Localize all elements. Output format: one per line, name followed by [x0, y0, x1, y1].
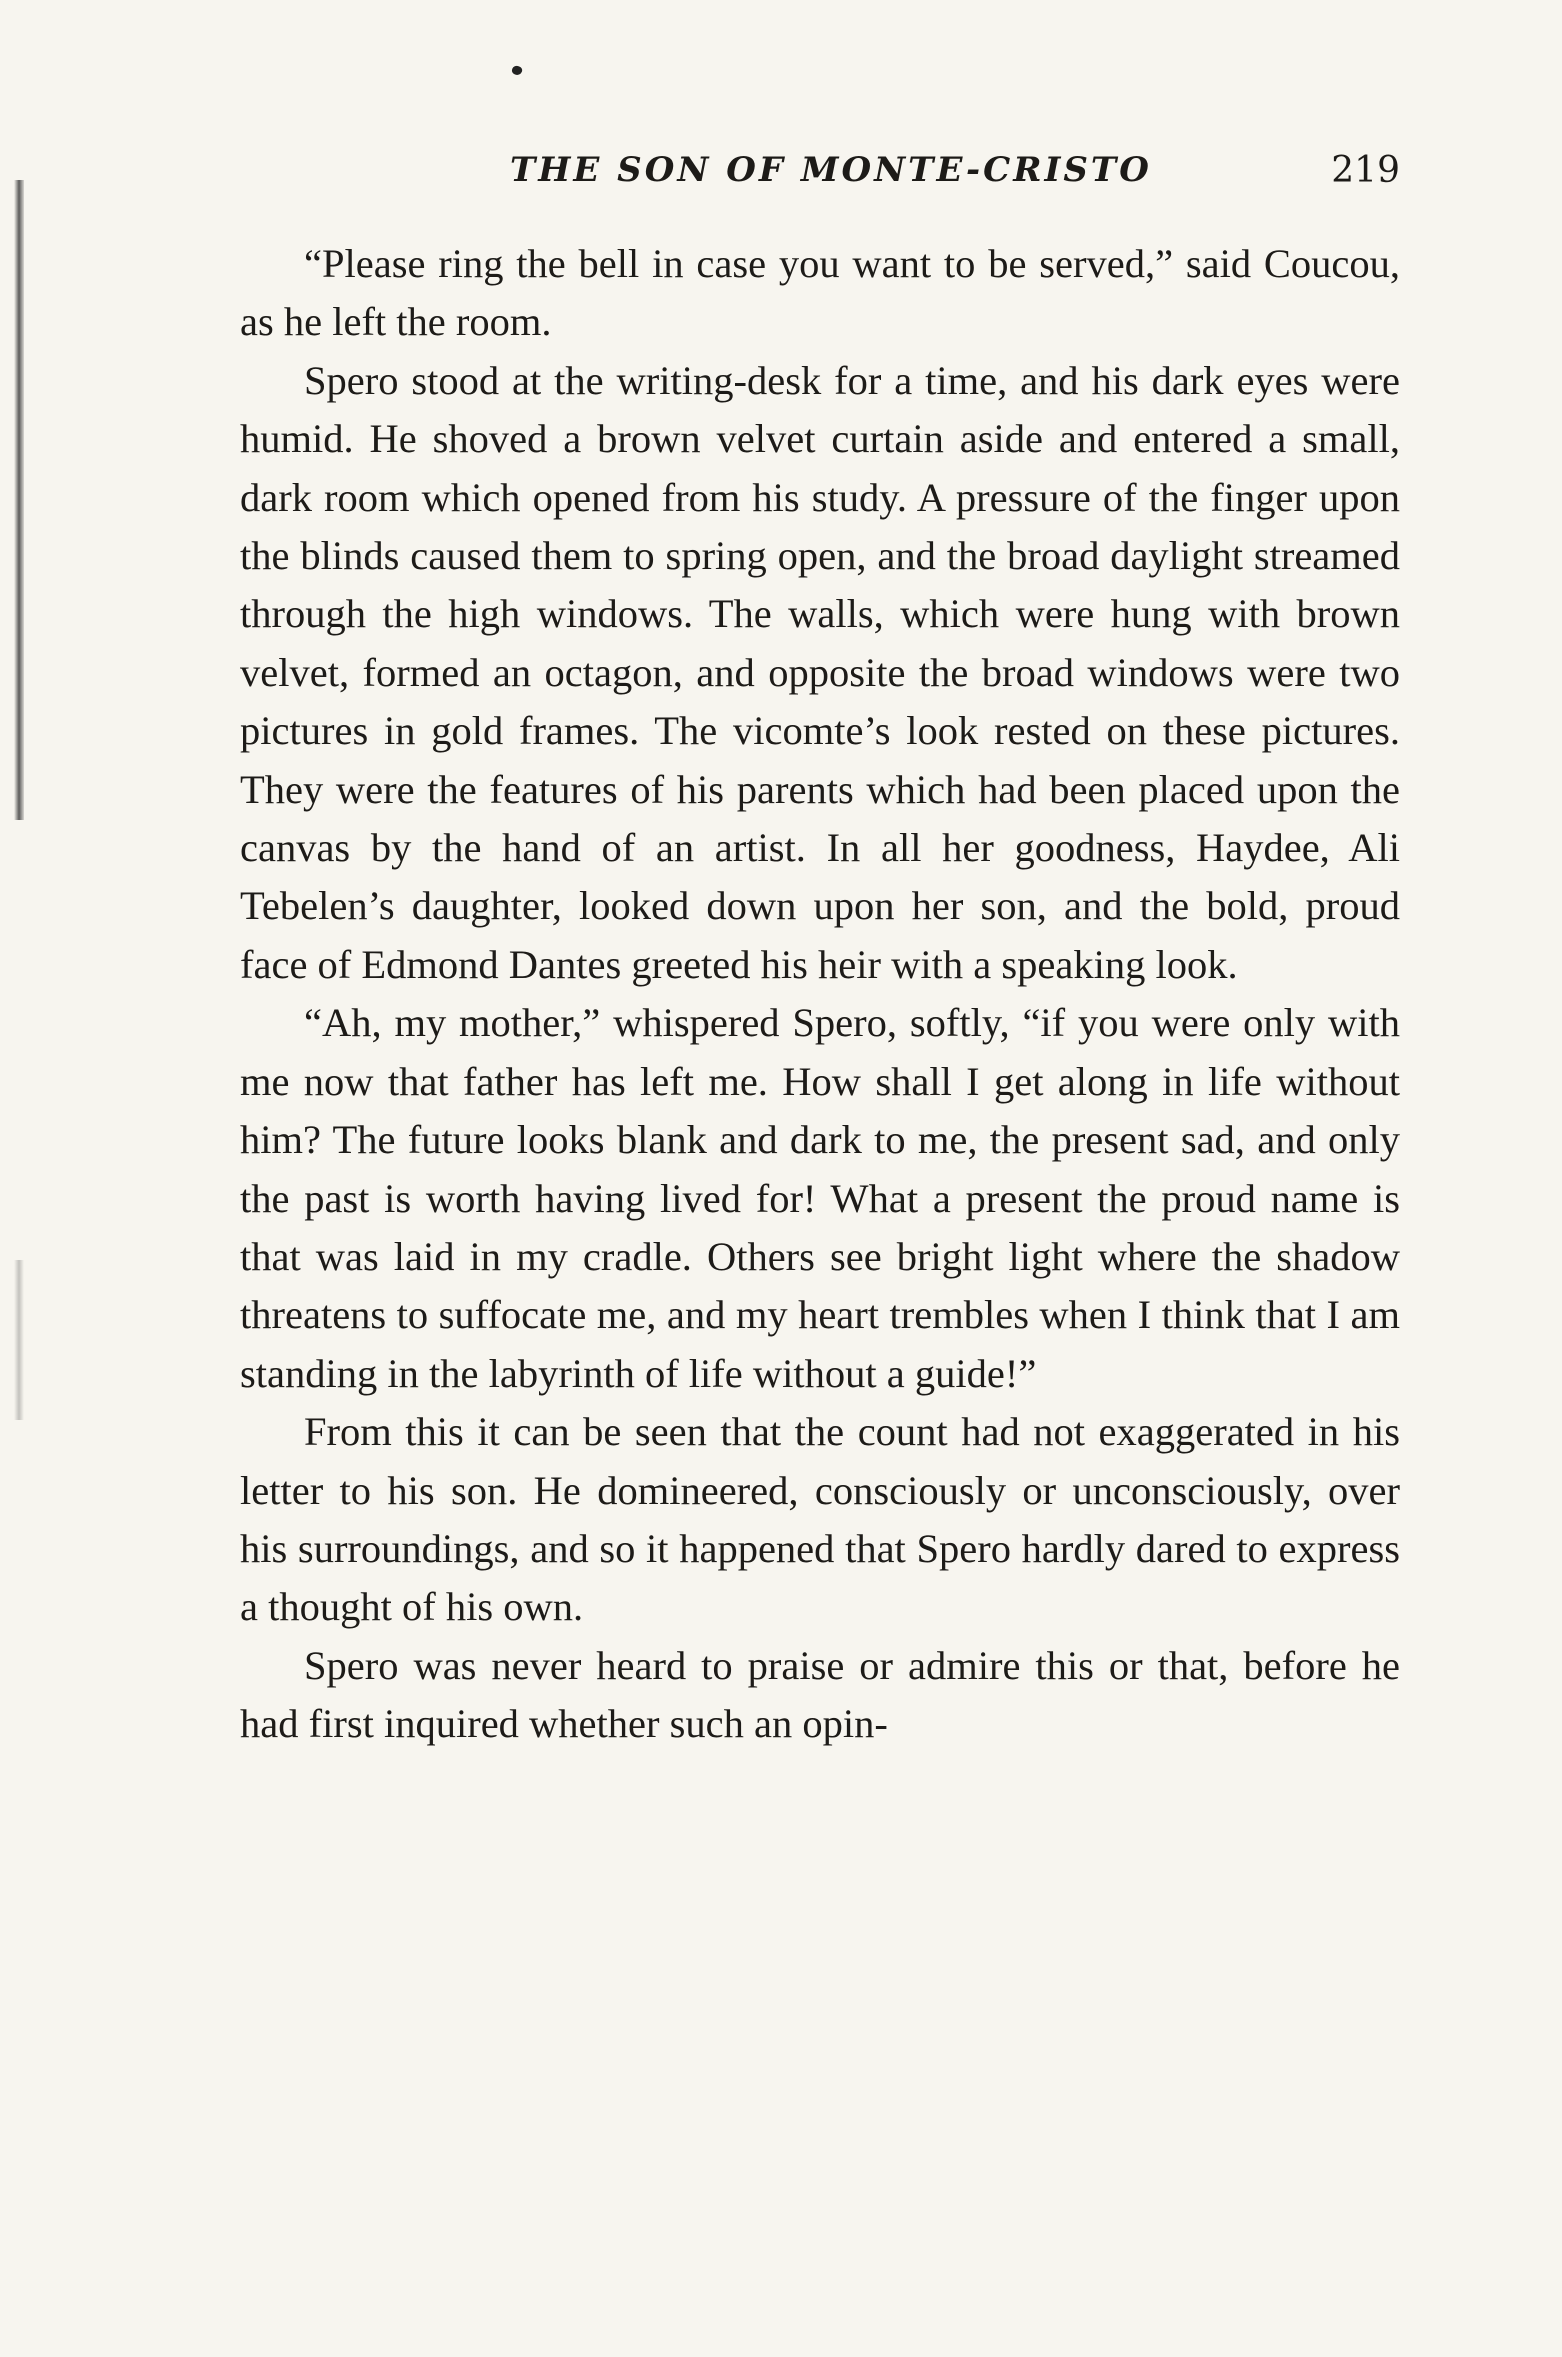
paragraph-3: “Ah, my mother,” whispered Spero, softly, “if you were only with me now that father has left me. How shall I get along in life without him? The future looks blank and dark to me, the present sad, and only the past is worth having lived for! What a present the proud name is that was laid in my cradle. Others see bright light where the shadow threatens to suffocate me, and my heart trembles when I think that I am standing in the labyrinth of life without a guide!”	[240, 1000, 1400, 1396]
page-binding-shadow-lower	[14, 1260, 24, 1420]
page-header	[240, 150, 1400, 210]
page-number: 219	[1331, 150, 1400, 191]
body-text	[240, 235, 1400, 1754]
running-title: THE SON OF MONTE-CRISTO	[510, 150, 1152, 190]
paragraph-1: “Please ring the bell in case you want to be served,” said Coucou, as he left the room.	[240, 241, 1400, 345]
ink-speck	[511, 65, 523, 77]
paragraph-2: Spero stood at the writing-desk for a time, and his dark eyes were humid. He shoved a brown velvet curtain aside and entered a small, dark room which opened from his study. A pressure of the finger upon the blinds caused them to spring open, and the broad daylight streamed through the high windows. The walls, which were hung with brown velvet, formed an octagon, and opposite the broad windows were two pictures in gold frames. The vicomte’s look rested on these pictures. They were the features of his parents which had been placed upon the canvas by the hand of an artist. In all her goodness, Haydee, Ali Tebelen’s daughter, looked down upon her son, and the bold, proud face of Edmond Dantes greeted his heir with a speaking look.	[240, 357, 1400, 987]
paragraph-5: Spero was never heard to praise or admire this or that, before he had first inquired whether such an opin-	[240, 1642, 1400, 1747]
paragraph-4: From this it can be seen that the count had not exaggerated in his letter to his son. He domineered, consciously or unconsciously, over his surroundings, and so it happened that Spero hardly dared to express a thought of his own.	[240, 1409, 1400, 1630]
page-binding-shadow	[14, 180, 24, 820]
